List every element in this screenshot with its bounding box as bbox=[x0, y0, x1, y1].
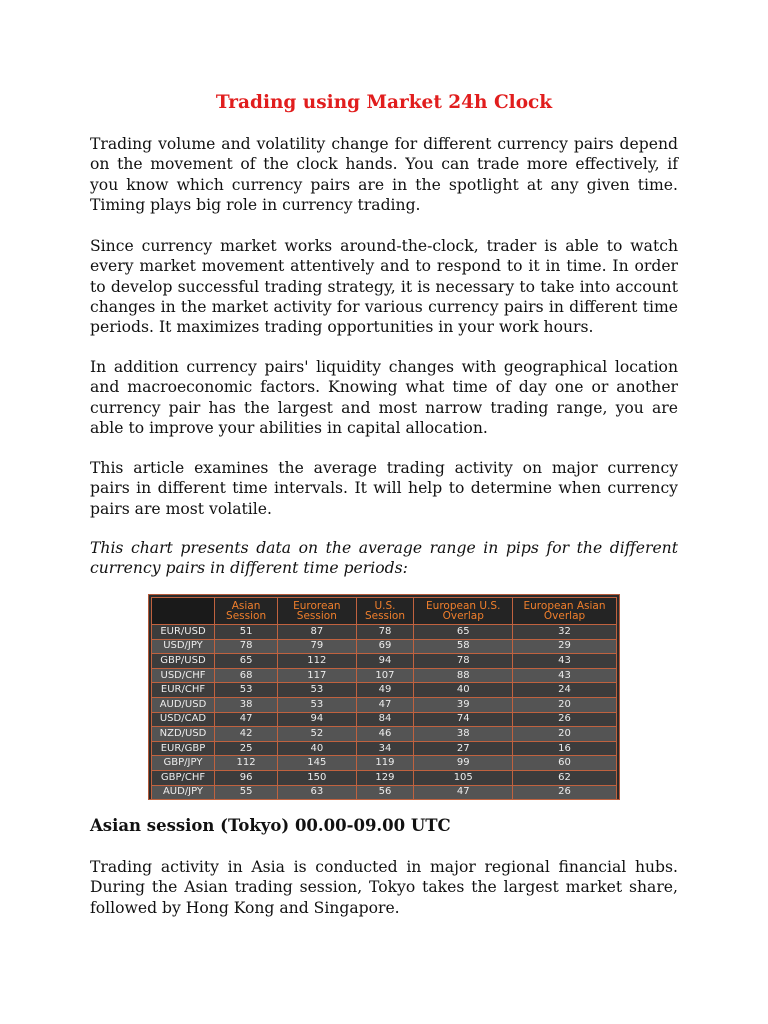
pips-value-cell: 63 bbox=[278, 785, 356, 800]
table-row bbox=[152, 654, 617, 669]
pips-value-cell: 47 bbox=[356, 697, 414, 712]
pips-value-cell: 20 bbox=[513, 697, 617, 712]
pips-value-cell: 42 bbox=[215, 727, 278, 742]
table-body bbox=[152, 625, 617, 800]
table-row bbox=[152, 785, 617, 800]
table-row bbox=[152, 727, 617, 742]
pips-value-cell: 52 bbox=[278, 727, 356, 742]
currency-pair-cell: USD/CHF bbox=[152, 668, 215, 683]
pips-value-cell: 47 bbox=[215, 712, 278, 727]
pips-value-cell: 87 bbox=[278, 625, 356, 640]
pips-value-cell: 47 bbox=[414, 785, 513, 800]
column-header: Eurorean Session bbox=[278, 598, 356, 625]
pips-value-cell: 16 bbox=[513, 741, 617, 756]
currency-pair-cell: EUR/CHF bbox=[152, 683, 215, 698]
pips-value-cell: 40 bbox=[414, 683, 513, 698]
pips-value-cell: 53 bbox=[215, 683, 278, 698]
pips-value-cell: 112 bbox=[278, 654, 356, 669]
table-corner-cell bbox=[152, 598, 215, 625]
pips-value-cell: 38 bbox=[414, 727, 513, 742]
pips-value-cell: 24 bbox=[513, 683, 617, 698]
currency-pair-cell: GBP/CHF bbox=[152, 770, 215, 785]
column-header: European Asian Overlap bbox=[513, 598, 617, 625]
currency-pair-cell: USD/CAD bbox=[152, 712, 215, 727]
section-heading: Asian session (Tokyo) 00.00-09.00 UTC bbox=[90, 816, 451, 835]
currency-pair-cell: USD/JPY bbox=[152, 639, 215, 654]
pips-value-cell: 25 bbox=[215, 741, 278, 756]
asian-session-paragraph: Trading activity in Asia is conducted in major regional financial hubs. During the Asian trading session, Tokyo takes the largest market share, followed by Hong Kong and Singapore. bbox=[90, 858, 678, 917]
pips-table bbox=[151, 597, 617, 800]
table-row bbox=[152, 697, 617, 712]
pips-value-cell: 60 bbox=[513, 756, 617, 771]
pips-value-cell: 112 bbox=[215, 756, 278, 771]
table-row bbox=[152, 756, 617, 771]
currency-pair-cell: NZD/USD bbox=[152, 727, 215, 742]
pips-value-cell: 39 bbox=[414, 697, 513, 712]
pips-value-cell: 34 bbox=[356, 741, 414, 756]
pips-value-cell: 40 bbox=[278, 741, 356, 756]
pips-table-container bbox=[148, 594, 620, 800]
currency-pair-cell: AUD/JPY bbox=[152, 785, 215, 800]
pips-value-cell: 99 bbox=[414, 756, 513, 771]
pips-value-cell: 74 bbox=[414, 712, 513, 727]
pips-value-cell: 129 bbox=[356, 770, 414, 785]
pips-value-cell: 55 bbox=[215, 785, 278, 800]
pips-value-cell: 27 bbox=[414, 741, 513, 756]
pips-value-cell: 32 bbox=[513, 625, 617, 640]
pips-value-cell: 78 bbox=[356, 625, 414, 640]
market-paragraph: Since currency market works around-the-clock, trader is able to watch every market movement attentively and to respond to it in time. In order to develop successful trading strategy, it is necessary to take into account changes in the market activity for various currency pairs in different time periods. It maximizes trading opportunities in your work hours. bbox=[90, 237, 678, 337]
pips-value-cell: 46 bbox=[356, 727, 414, 742]
pips-value-cell: 119 bbox=[356, 756, 414, 771]
pips-value-cell: 53 bbox=[278, 683, 356, 698]
currency-pair-cell: GBP/USD bbox=[152, 654, 215, 669]
table-row bbox=[152, 639, 617, 654]
pips-value-cell: 88 bbox=[414, 668, 513, 683]
table-row bbox=[152, 683, 617, 698]
intro-paragraph: Trading volume and volatility change for different currency pairs depend on the movement of the clock hands. You can trade more effectively, if you know which currency pairs are in the spotlight at any given time. Timing plays big role in currency trading. bbox=[90, 135, 678, 214]
currency-pair-cell: GBP/JPY bbox=[152, 756, 215, 771]
table-row bbox=[152, 668, 617, 683]
currency-pair-cell: AUD/USD bbox=[152, 697, 215, 712]
pips-value-cell: 43 bbox=[513, 654, 617, 669]
pips-value-cell: 78 bbox=[414, 654, 513, 669]
pips-value-cell: 26 bbox=[513, 712, 617, 727]
pips-value-cell: 94 bbox=[356, 654, 414, 669]
pips-value-cell: 26 bbox=[513, 785, 617, 800]
currency-pair-cell: EUR/GBP bbox=[152, 741, 215, 756]
article-paragraph: This article examines the average trading activity on major currency pairs in different time intervals. It will help to determine when currency pairs are most volatile. bbox=[90, 459, 678, 518]
chart-intro: This chart presents data on the average range in pips for the different currency pairs in different time periods: bbox=[90, 539, 678, 578]
liquidity-paragraph: In addition currency pairs' liquidity changes with geographical location and macroeconomic factors. Knowing what time of day one or another currency pair has the largest and most narrow trading range, you are able to improve your abilities in capital allocation. bbox=[90, 358, 678, 437]
pips-value-cell: 20 bbox=[513, 727, 617, 742]
table-row bbox=[152, 712, 617, 727]
pips-value-cell: 65 bbox=[215, 654, 278, 669]
pips-value-cell: 105 bbox=[414, 770, 513, 785]
pips-value-cell: 150 bbox=[278, 770, 356, 785]
pips-value-cell: 43 bbox=[513, 668, 617, 683]
pips-value-cell: 94 bbox=[278, 712, 356, 727]
pips-value-cell: 79 bbox=[278, 639, 356, 654]
pips-value-cell: 65 bbox=[414, 625, 513, 640]
pips-value-cell: 53 bbox=[278, 697, 356, 712]
column-header: European U.S. Overlap bbox=[414, 598, 513, 625]
pips-value-cell: 78 bbox=[215, 639, 278, 654]
column-header: U.S. Session bbox=[356, 598, 414, 625]
pips-value-cell: 49 bbox=[356, 683, 414, 698]
pips-value-cell: 29 bbox=[513, 639, 617, 654]
page-title: Trading using Market 24h Clock bbox=[215, 92, 553, 113]
pips-value-cell: 107 bbox=[356, 668, 414, 683]
currency-pair-cell: EUR/USD bbox=[152, 625, 215, 640]
pips-value-cell: 117 bbox=[278, 668, 356, 683]
pips-value-cell: 84 bbox=[356, 712, 414, 727]
pips-value-cell: 56 bbox=[356, 785, 414, 800]
pips-value-cell: 38 bbox=[215, 697, 278, 712]
table-row bbox=[152, 625, 617, 640]
pips-value-cell: 62 bbox=[513, 770, 617, 785]
table-row bbox=[152, 770, 617, 785]
pips-value-cell: 69 bbox=[356, 639, 414, 654]
pips-value-cell: 58 bbox=[414, 639, 513, 654]
table-header-row bbox=[152, 598, 617, 625]
table-row bbox=[152, 741, 617, 756]
pips-value-cell: 96 bbox=[215, 770, 278, 785]
column-header: Asian Session bbox=[215, 598, 278, 625]
pips-value-cell: 68 bbox=[215, 668, 278, 683]
pips-value-cell: 145 bbox=[278, 756, 356, 771]
pips-value-cell: 51 bbox=[215, 625, 278, 640]
